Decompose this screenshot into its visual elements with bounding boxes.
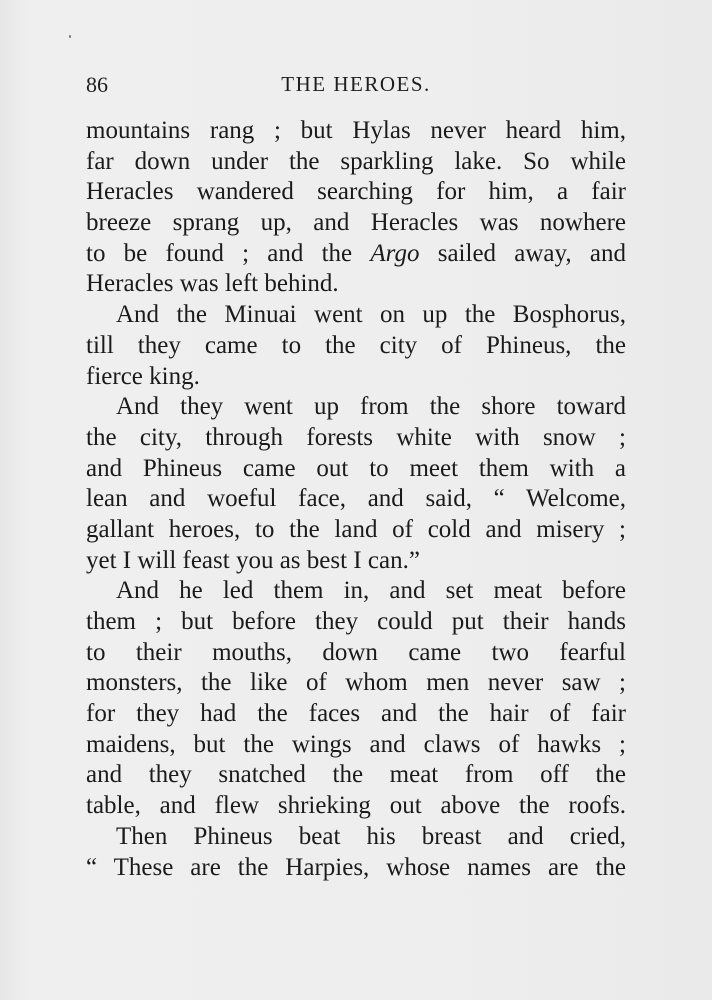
text-line: Then Phineus beat his breast and cried, <box>116 822 626 850</box>
text-line: to their mouths, down came two fearful <box>86 638 626 666</box>
text-line: And they went up from the shore toward <box>116 393 626 421</box>
text-line: them ; but before they could put their hands <box>86 608 626 635</box>
text-line: mountains rang ; but Hylas never heard him, <box>86 117 626 144</box>
running-head <box>86 72 626 104</box>
text-line: Heracles was left behind. <box>86 270 339 298</box>
text-line: yet I will feast you as best I can.” <box>86 546 420 574</box>
page-number: 86 <box>86 72 108 97</box>
text-fragment: to be found ; and the <box>86 239 371 267</box>
text-line: And he led them in, and set meat before <box>116 577 626 605</box>
text-fragment: sailed away, and <box>419 239 626 267</box>
text-line: and Phineus came out to meet them with a <box>86 454 626 482</box>
text-line: the city, through forests white with snow ; <box>86 423 626 451</box>
text-line: table, and flew shrieking out above the roofs. <box>86 792 626 820</box>
text-line: for they had the faces and the hair of fair <box>86 700 626 728</box>
text-line: fierce king. <box>86 362 200 390</box>
text-line <box>86 239 626 270</box>
text-line: “ These are the Harpies, whose names are the <box>86 853 626 881</box>
text-line: gallant heroes, to the land of cold and misery ; <box>86 515 626 543</box>
paper-speck <box>69 35 71 38</box>
text-line: Heracles wandered searching for him, a fair <box>86 178 626 206</box>
body-text <box>86 116 626 883</box>
text-line: far down under the sparkling lake. So while <box>86 147 626 175</box>
text-line: breeze sprang up, and Heracles was nowhere <box>86 209 626 237</box>
text-line: till they came to the city of Phineus, the <box>86 331 626 359</box>
text-line: maidens, but the wings and claws of hawks ; <box>86 730 626 758</box>
text-line: And the Minuai went on up the Bosphorus, <box>116 301 626 329</box>
text-line: monsters, the like of whom men never saw ; <box>86 669 626 697</box>
text-line: and they snatched the meat from off the <box>86 761 626 789</box>
running-title: THE HEROES. <box>281 72 431 96</box>
ship-name: Argo <box>370 239 420 267</box>
text-line: lean and woeful face, and said, “ Welcome, <box>86 485 626 513</box>
